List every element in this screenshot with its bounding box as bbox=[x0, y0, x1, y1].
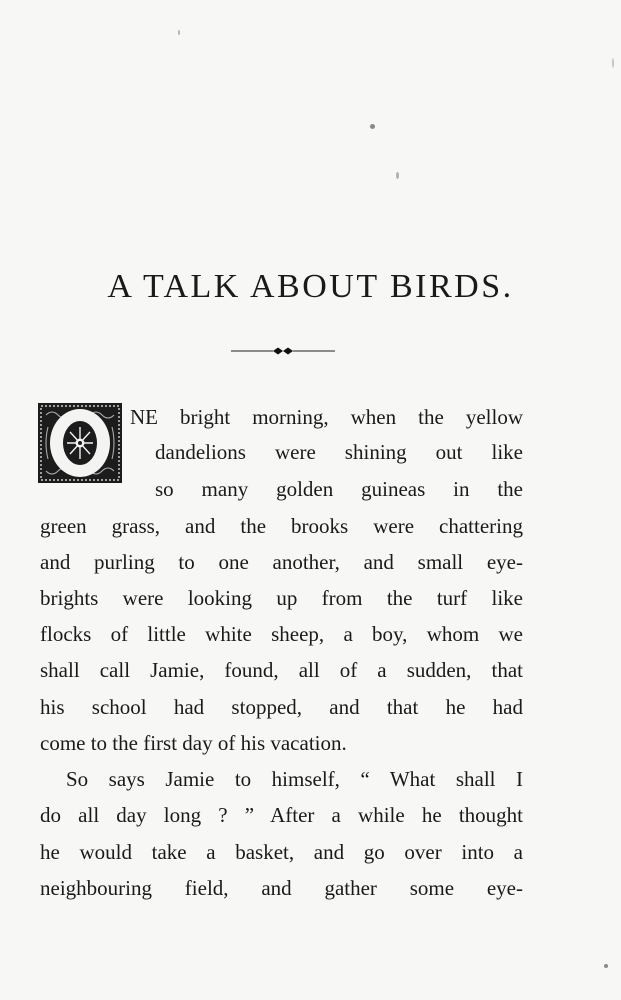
text-line: his school had stopped, and that he had bbox=[40, 695, 523, 719]
text-line: green grass, and the brooks were chattering bbox=[40, 514, 523, 538]
drop-cap bbox=[38, 403, 122, 483]
text-line: So says Jamie to himself, “ What shall I bbox=[66, 767, 523, 791]
scan-speck bbox=[396, 172, 399, 179]
scan-speck bbox=[612, 58, 614, 68]
text-line: neighbouring field, and gather some eye- bbox=[40, 876, 523, 900]
text-line: NE bright morning, when the yellow bbox=[130, 405, 523, 429]
scan-speck bbox=[604, 964, 608, 968]
text-line: come to the first day of his vacation. bbox=[40, 731, 347, 755]
text-line: so many golden guineas in the bbox=[155, 477, 523, 501]
title-ornament bbox=[231, 344, 335, 358]
scan-speck bbox=[178, 30, 180, 35]
text-line: he would take a basket, and go over into a bbox=[40, 840, 523, 864]
chapter-title: A TALK ABOUT BIRDS. bbox=[107, 268, 514, 305]
text-line: do all day long ? ” After a while he thought bbox=[40, 803, 523, 827]
text-line: flocks of little white sheep, a boy, whom we bbox=[40, 622, 523, 646]
text-line: brights were looking up from the turf like bbox=[40, 586, 523, 610]
scan-speck bbox=[370, 124, 375, 129]
text-line: dandelions were shining out like bbox=[155, 440, 523, 464]
text-line: and purling to one another, and small eye- bbox=[40, 550, 523, 574]
text-line: shall call Jamie, found, all of a sudden, that bbox=[40, 658, 523, 682]
